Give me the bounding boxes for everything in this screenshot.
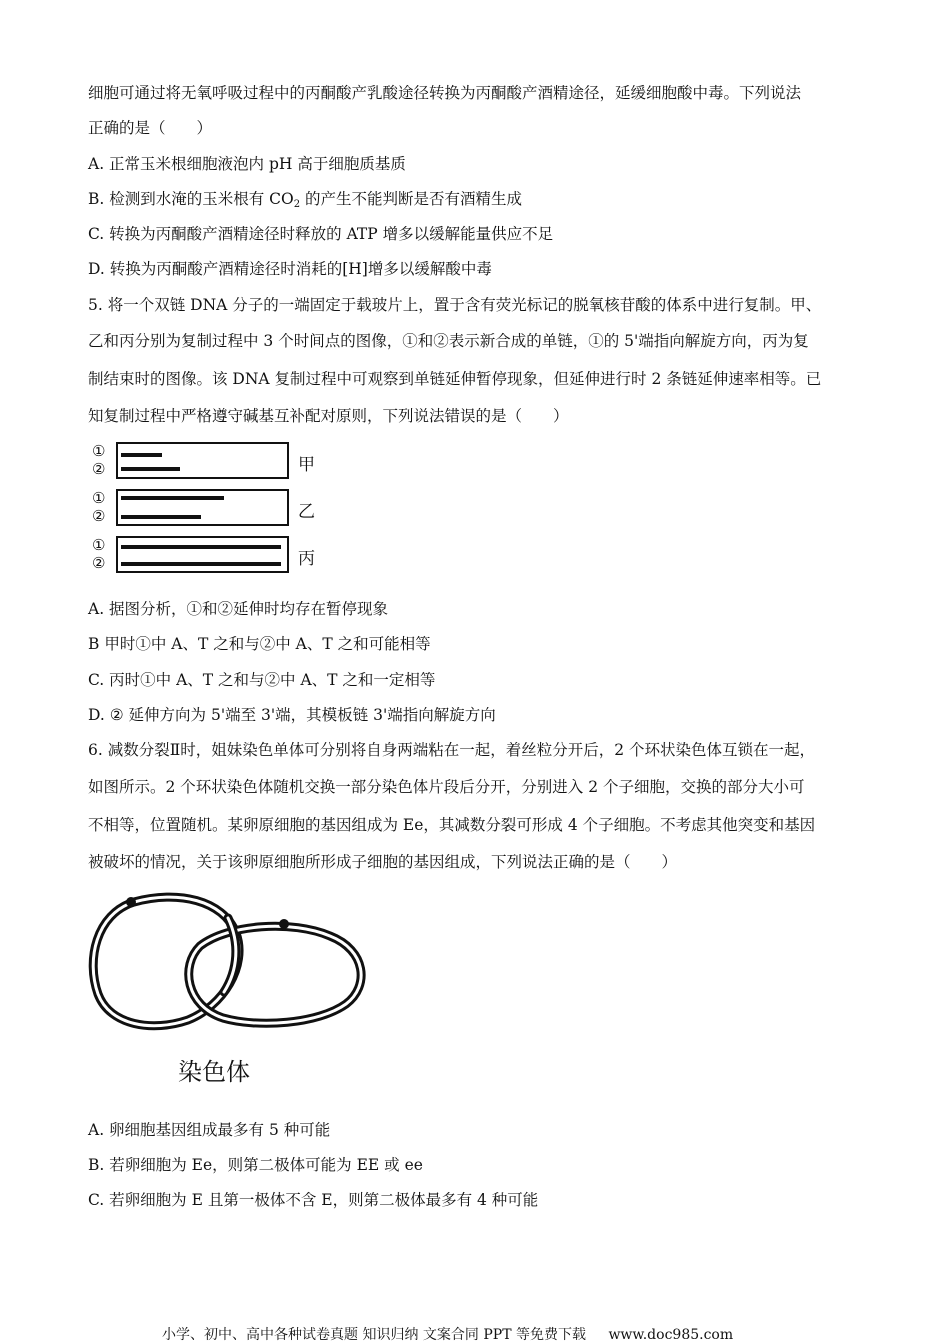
q5-stem-line4: 知复制过程中严格遵守碱基互补配对原则，下列说法错误的是（ ） [88,407,569,425]
q4-intro-line2: 正确的是（ ） [88,119,213,137]
strand-1-label: ① [92,536,106,554]
panel-yi-strand-1 [121,496,224,500]
strand-2-label: ② [92,460,106,478]
right-centromere [279,919,289,929]
panel-jia-label: 甲 [298,455,315,475]
q4-option-a: A. 正常玉米根细胞液泡内 pH 高于细胞质基质 [88,155,406,173]
q6-stem-line1: 6. 减数分裂Ⅱ时，姐妹染色单体可分别将自身两端粘在一起，着丝粒分开后，2 个环状染色体互锁在一起， [88,741,816,759]
q5-stem-line1: 5. 将一个双链 DNA 分子的一端固定于载玻片上，置于含有荧光标记的脱氧核苷酸的体系中进行复制。甲、 [88,296,822,314]
footer-url[interactable]: www.doc985.com [608,1327,734,1343]
panel-yi-box [116,489,289,526]
strand-2-label: ② [92,554,106,572]
panel-bing-strand-labels [92,536,114,572]
q4-option-b-pre: B. 检测到水淹的玉米根有 CO [88,190,294,208]
panel-yi-strand-labels [92,489,114,525]
panel-bing-strand-2 [121,562,281,566]
left-ring-chromosome [93,897,239,1026]
strand-1-label: ① [92,442,106,460]
q5-option-d: D. ② 延伸方向为 5'端至 3'端，其模板链 3'端指向解旋方向 [88,706,496,724]
q4-option-d: D. 转换为丙酮酸产酒精途径时消耗的[H]增多以缓解酸中毒 [88,260,492,278]
q6-option-b: B. 若卵细胞为 Ee，则第二极体可能为 EE 或 ee [88,1156,423,1174]
q4-option-b [88,189,878,215]
panel-jia-box [116,442,289,479]
panel-jia-strand-labels [92,442,114,478]
panel-bing-box [116,536,289,573]
q4-option-b-post: 的产生不能判断是否有酒精生成 [300,190,523,208]
q6-stem-line3: 不相等，位置随机。某卵原细胞的基因组成为 Ee，其减数分裂可形成 4 个子细胞。不考虑其他突变和基因 [88,816,816,834]
q6-option-a: A. 卵细胞基因组成最多有 5 种可能 [88,1121,331,1139]
dna-replication-figure [88,440,328,578]
q5-stem-line3: 制结束时的图像。该 DNA 复制过程中可观察到单链延伸暂停现象，但延伸进行时 2 条链延伸速率相等。已 [88,370,822,388]
left-centromere [126,897,136,907]
panel-yi-strand-2 [121,515,201,519]
q5-stem-line2: 乙和丙分别为复制过程中 3 个时间点的图像，①和②表示新合成的单链，①的 5'端指向解旋方向，丙为复 [88,332,809,350]
q6-stem-line2: 如图所示。2 个环状染色体随机交换一部分染色体片段后分开，分别进入 2 个子细胞，交换的部分大小可 [88,778,805,796]
panel-bing-label: 丙 [298,549,315,569]
page-footer [162,1324,733,1344]
footer-text: 小学、初中、高中各种试卷真题 知识归纳 文案合同 PPT 等免费下载 [162,1327,586,1343]
strand-2-label: ② [92,507,106,525]
panel-jia-strand-1 [121,453,162,457]
q4-intro-line1: 细胞可通过将无氧呼吸过程中的丙酮酸产乳酸途径转换为丙酮酸产酒精途径，延缓细胞酸中毒。下列说法 [88,84,802,102]
q6-option-c: C. 若卵细胞为 E 且第一极体不含 E，则第二极体最多有 4 种可能 [88,1191,539,1209]
q4-option-c: C. 转换为丙酮酸产酒精途径时释放的 ATP 增多以缓解能量供应不足 [88,225,554,243]
q5-option-c: C. 丙时①中 A、T 之和与②中 A、T 之和一定相等 [88,671,436,689]
q6-stem-line4: 被破坏的情况，关于该卵原细胞所形成子细胞的基因组成，下列说法正确的是（ ） [88,853,678,871]
chromosome-figure-caption: 染色体 [178,1058,250,1086]
strand-1-label: ① [92,489,106,507]
panel-yi-label: 乙 [298,502,315,522]
q4-option-b-subscript: 2 [293,199,301,210]
q5-option-b: B 甲时①中 A、T 之和与②中 A、T 之和可能相等 [88,635,431,653]
panel-jia-strand-2 [121,467,180,471]
panel-bing-strand-1 [121,545,281,549]
q5-option-a: A. 据图分析，①和②延伸时均存在暂停现象 [88,600,389,618]
